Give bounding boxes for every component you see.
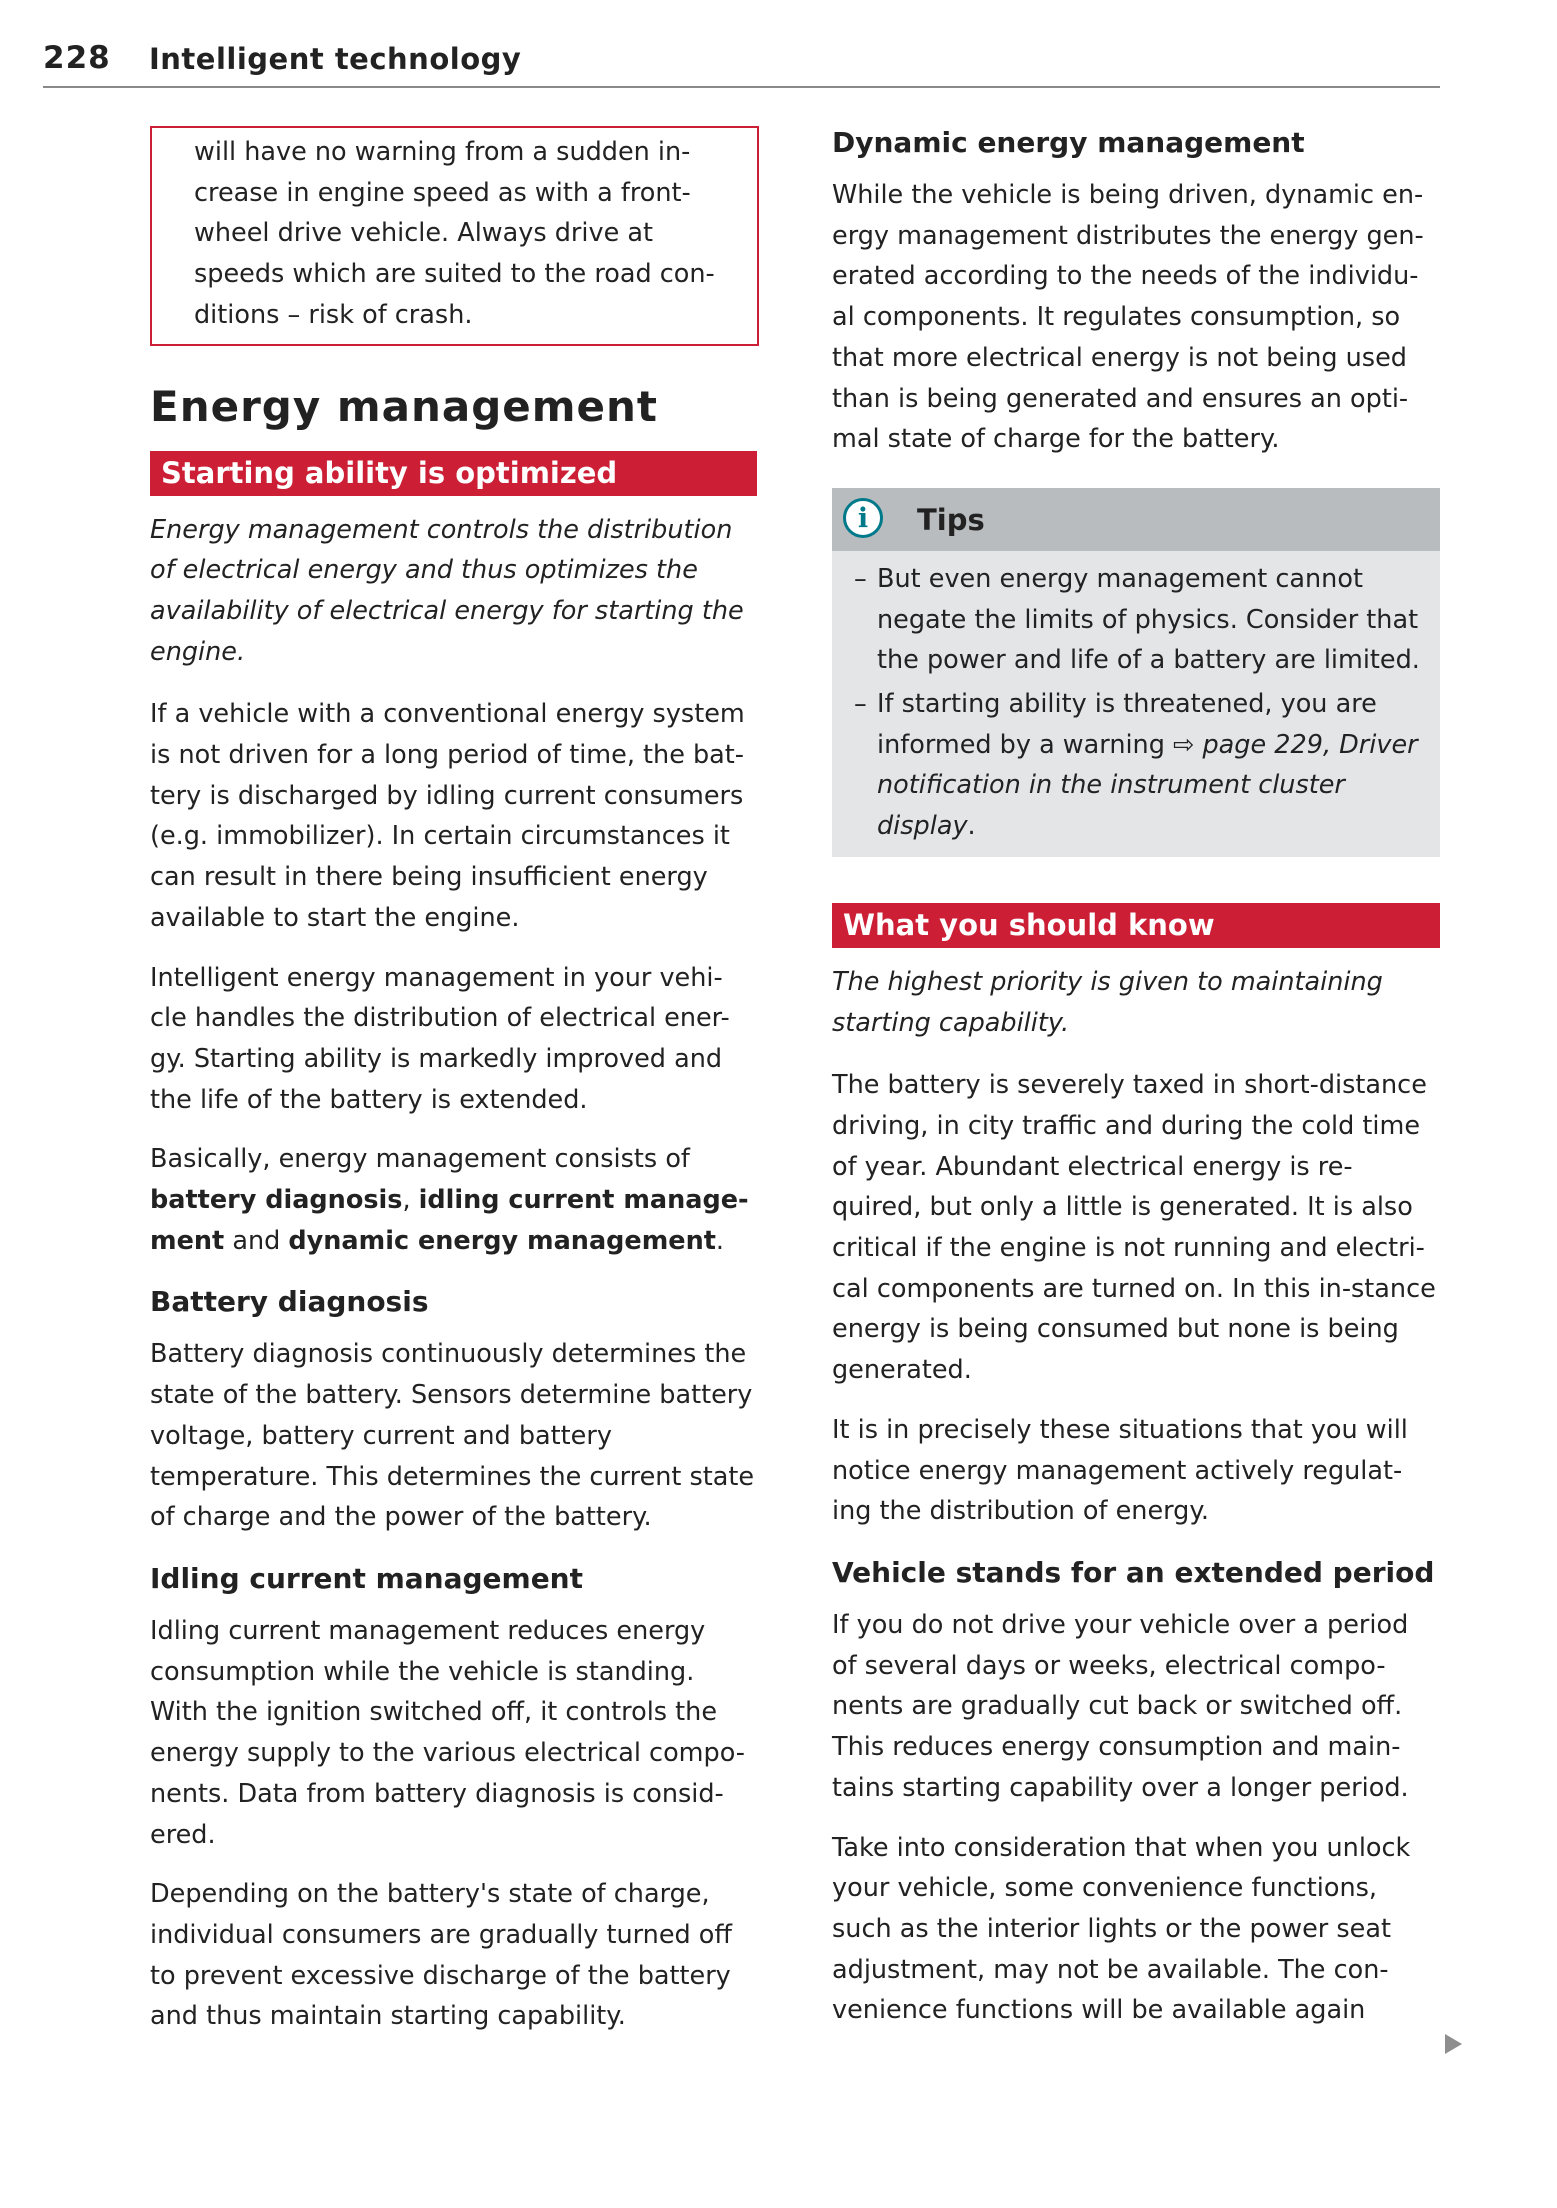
right-column — [832, 126, 1440, 2031]
text-span: and — [224, 1225, 289, 1256]
page-number: 228 — [43, 40, 111, 76]
paragraph: Take into consideration that when you unlock your vehicle, some convenience functions, such as the interior lights or the power seat adjustment, may not be available. The con-venience functions will be available again — [832, 1832, 1411, 2026]
bold-term: battery diagnosis — [150, 1185, 403, 1216]
left-column — [150, 126, 757, 2037]
paragraph: While the vehicle is being driven, dynamic en-ergy management distributes the energy gen-erated according to the needs of the individu-al components. It regulates consumption, so that more electrical energy is not being used than is being generated and ensures an opti-mal state of charge for the battery. — [832, 180, 1424, 455]
paragraph: If you do not drive your vehicle over a period of several days or weeks, electrical compo-nents are gradually cut back or switched off. This reduces energy consumption and main-tains starting capability over a longer period. — [832, 1609, 1409, 1803]
chapter-title: Intelligent technology — [149, 42, 522, 76]
continue-arrow-icon — [1445, 2034, 1462, 2054]
text-span: , — [402, 1185, 419, 1216]
tips-item: – But even energy management cannot negate the limits of physics. Consider that the power and life of a battery are limited. — [854, 559, 1430, 681]
tips-list — [832, 551, 1440, 847]
tips-item — [854, 684, 1430, 847]
intro-text: Energy management controls the distribution of electrical energy and thus optimizes the availability of electrical energy for starting the engine. — [150, 514, 744, 667]
bold-term: dynamic energy management — [288, 1225, 716, 1256]
warning-text: will have no warning from a sudden in-crease in engine speed as with a front-wheel drive vehicle. Always drive at speeds which are suited to the road con-ditions – risk of crash. — [194, 137, 715, 330]
page-header — [43, 40, 1440, 88]
subsection-bar: What you should know — [832, 903, 1440, 948]
text-span: . — [715, 1225, 725, 1256]
page-reference-link[interactable]: ⇨ page 229, Driver notification in the instrument cluster display — [877, 729, 1418, 842]
info-icon: i — [843, 498, 883, 538]
dynamic-energy-heading: Dynamic energy management — [832, 126, 1305, 159]
bold-term: idling current manage-ment — [150, 1185, 749, 1256]
paragraph: Battery diagnosis continuously determines the state of the battery. Sensors determine battery voltage, battery current and battery temperature. This determines the current state of charge and the power of the battery. — [150, 1339, 755, 1533]
paragraph: If a vehicle with a conventional energy system is not driven for a long period of time, the bat-tery is discharged by idling current consumers (e.g. immobilizer). In certain circumstances it can result in there being insufficient energy available to start the engine. — [150, 699, 745, 933]
paragraph: It is in precisely these situations that you will notice energy management actively regulat-ing the distribution of energy. — [832, 1414, 1408, 1527]
paragraph: Depending on the battery's state of charge, individual consumers are gradually turned off to prevent excessive discharge of the battery and thus maintain starting capability. — [150, 1879, 732, 2032]
paragraph: The battery is severely taxed in short-distance driving, in city traffic and during the cold time of year. Abundant electrical energy is re-quired, but only a little is generated. It is also critical if the engine is not running and electri-cal components are turned on. In this in-stance energy is being consumed but none is being generated. — [832, 1070, 1436, 1386]
intro-text: The highest priority is given to maintaining starting capability. — [832, 966, 1383, 1038]
tips-box — [832, 488, 1440, 857]
section-title: Energy management — [150, 381, 658, 431]
text-span: Basically, energy management consists of — [150, 1144, 690, 1175]
battery-diagnosis-heading: Battery diagnosis — [150, 1285, 429, 1319]
tips-header — [832, 488, 1440, 551]
vehicle-stands-heading: Vehicle stands for an extended period — [832, 1555, 1435, 1589]
idling-current-heading: Idling current management — [150, 1561, 584, 1595]
tips-item-end: . — [967, 811, 976, 842]
tips-item-text: If starting ability is threatened, you are informed by a warning — [877, 689, 1377, 760]
warning-box — [150, 126, 759, 346]
paragraph: Idling current management reduces energy consumption while the vehicle is standing. With the ignition switched off, it controls the energy supply to the various electrical compo-nents. Data from battery diagnosis is consid-ered. — [150, 1615, 745, 1850]
tips-title: Tips — [917, 502, 985, 537]
subsection-bar: Starting ability is optimized — [150, 451, 757, 496]
paragraph: Intelligent energy management in your vehi-cle handles the distribution of electrical ener-gy. Starting ability is markedly improved and the life of the battery is extended. — [150, 962, 730, 1115]
paragraph — [150, 1139, 757, 1261]
